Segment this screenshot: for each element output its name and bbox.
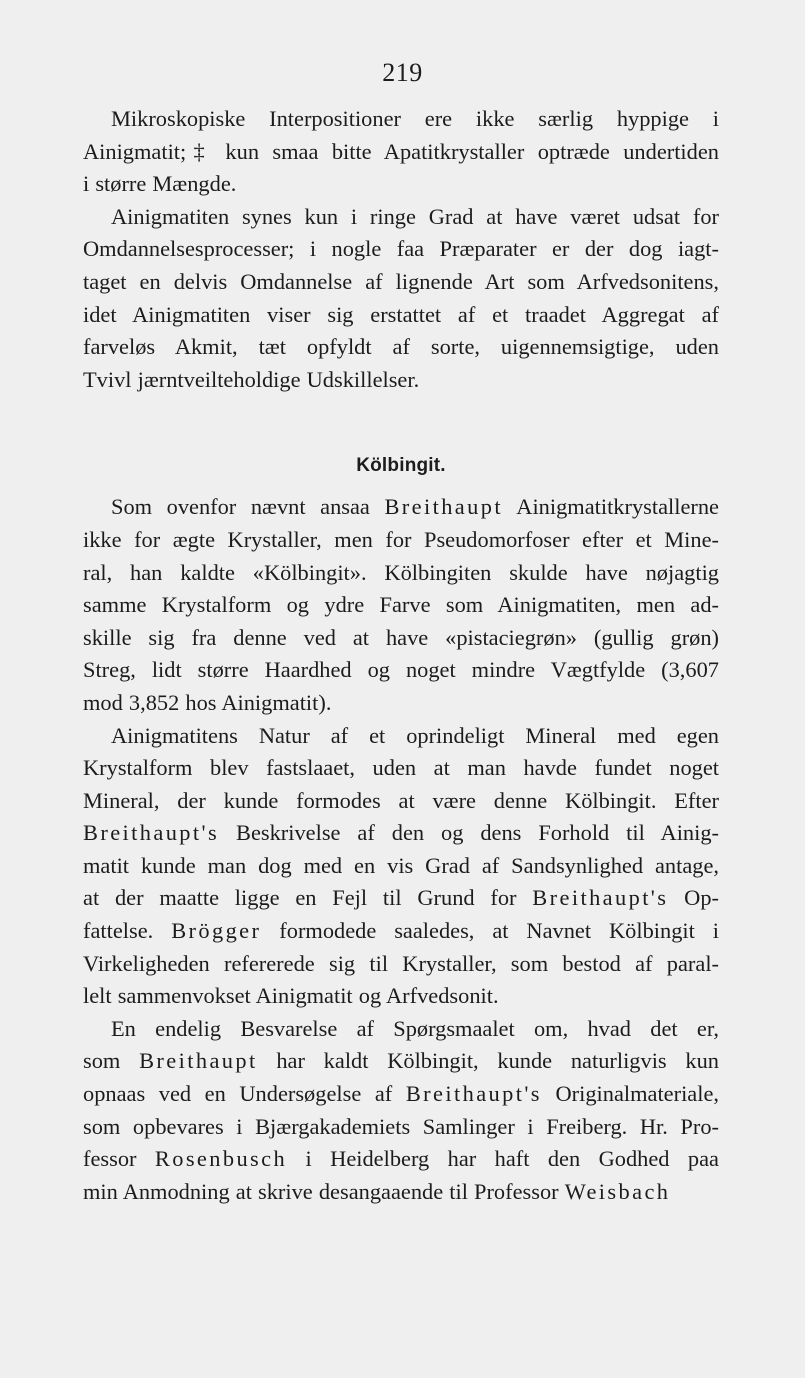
- author-name: Breithaupt: [384, 494, 503, 520]
- text-line: farveløs Akmit, tæt opfyldt af sorte, uigennemsigtige, uden: [83, 334, 719, 360]
- author-name: Brögger: [171, 918, 262, 944]
- text-segment: formodede saaledes, at Navnet Kölbingit i: [261, 918, 720, 944]
- text-line: Krystalform blev fastslaaet, uden at man havde fundet noget: [83, 755, 719, 781]
- text-segment: Op-: [668, 885, 719, 911]
- text-line: matit kunde man dog med en vis Grad af Sandsynlighed antage,: [83, 852, 719, 878]
- text-line: [83, 817, 719, 850]
- text-line: [83, 882, 719, 915]
- text-line: Ainigmatitens Natur af et oprindeligt Mineral med egen: [111, 722, 719, 748]
- text-line: Mineral, der kunde formodes at være denne Kölbingit. Efter: [83, 787, 719, 813]
- text-line: samme Krystalform og ydre Farve som Ainigmatiten, men ad-: [83, 592, 719, 618]
- text-line: lelt sammenvokset Ainigmatit og Arfvedsonit.: [83, 983, 499, 1009]
- text-line: som opbevares i Bjærgakademiets Samlinger i Freiberg. Hr. Pro-: [83, 1113, 719, 1139]
- text-line: Ainigmatiten synes kun i ringe Grad at have været udsat for: [111, 203, 719, 229]
- author-name: Breithaupt's: [405, 1081, 542, 1107]
- body-text: [83, 103, 719, 1208]
- paragraph-alteration: [83, 201, 719, 397]
- text-line: [83, 1143, 719, 1176]
- text-segment: i Heidelberg har haft den Godhed paa: [287, 1146, 719, 1172]
- text-line: [83, 491, 719, 524]
- text-line: [83, 1045, 719, 1078]
- section-heading: Kölbingit.: [356, 455, 446, 477]
- page-number: 219: [382, 58, 423, 87]
- text-line: i større Mængde.: [83, 171, 237, 197]
- author-name: Breithaupt: [139, 1048, 258, 1074]
- author-name: Rosenbusch: [154, 1146, 288, 1172]
- paragraph-answer: [83, 1013, 719, 1209]
- text-line: Mikroskopiske Interpositioner ere ikke særlig hyppige i: [111, 106, 719, 131]
- author-name: Breithaupt's: [532, 885, 669, 911]
- text-line: ral, han kaldte «Kölbingit». Kölbingiten skulde have nøjagtig: [83, 559, 719, 585]
- text-segment: som: [83, 1048, 140, 1074]
- author-name: Weisbach: [564, 1178, 671, 1204]
- text-line: Streg, lidt større Haardhed og noget mindre Vægtfylde (3,607: [83, 657, 719, 683]
- text-line: [83, 1176, 719, 1209]
- text-segment: at der maatte ligge en Fejl til Grund for: [83, 885, 533, 911]
- text-segment: opnaas ved en Undersøgelse af: [83, 1081, 406, 1107]
- text-line: ikke for ægte Krystaller, men for Pseudomorfoser efter et Mine-: [83, 526, 719, 552]
- text-line: [83, 915, 719, 948]
- text-segment: Originalmateriale,: [541, 1081, 719, 1107]
- text-line: taget en delvis Omdannelse af lignende Art som Arfvedsonitens,: [83, 268, 719, 294]
- text-segment: Beskrivelse af den og dens Forhold til Ainig-: [219, 820, 719, 846]
- text-line: idet Ainigmatiten viser sig erstattet af et traadet Aggregat af: [83, 301, 719, 327]
- text-line: mod 3,852 hos Ainigmatit).: [83, 689, 332, 715]
- text-segment: min Anmodning at skrive desangaaende til Professor: [83, 1178, 565, 1204]
- text-segment: Som ovenfor nævnt ansaa: [111, 494, 385, 520]
- paragraph-nature: [83, 720, 719, 1013]
- text-segment: fessor: [83, 1146, 155, 1172]
- text-segment: Ainigmatitkrystallerne: [502, 494, 719, 520]
- text-line: En endelig Besvarelse af Spørgsmaalet om, hvad det er,: [111, 1015, 719, 1041]
- text-segment: fattelse.: [83, 918, 172, 944]
- paragraph-interpositions: [83, 103, 719, 201]
- text-line: skille sig fra denne ved at have «pistaciegrøn» (gullig grøn): [83, 624, 719, 650]
- text-line: Ainigmatit;‡ kun smaa bitte Apatitkrystaller optræde undertiden: [83, 138, 719, 164]
- author-name: Breithaupt's: [83, 820, 220, 846]
- paragraph-kolbingit-intro: [83, 491, 719, 719]
- text-line: Virkeligheden refererede sig til Krystaller, som bestod af paral-: [83, 950, 719, 976]
- text-segment: har kaldt Kölbingit, kunde naturligvis kun: [257, 1048, 719, 1074]
- text-line: Omdannelsesprocesser; i nogle faa Præparater er der dog iagt-: [83, 236, 719, 262]
- text-line: [83, 1078, 719, 1111]
- text-line: Tvivl jærntveilteholdige Udskillelser.: [83, 366, 420, 392]
